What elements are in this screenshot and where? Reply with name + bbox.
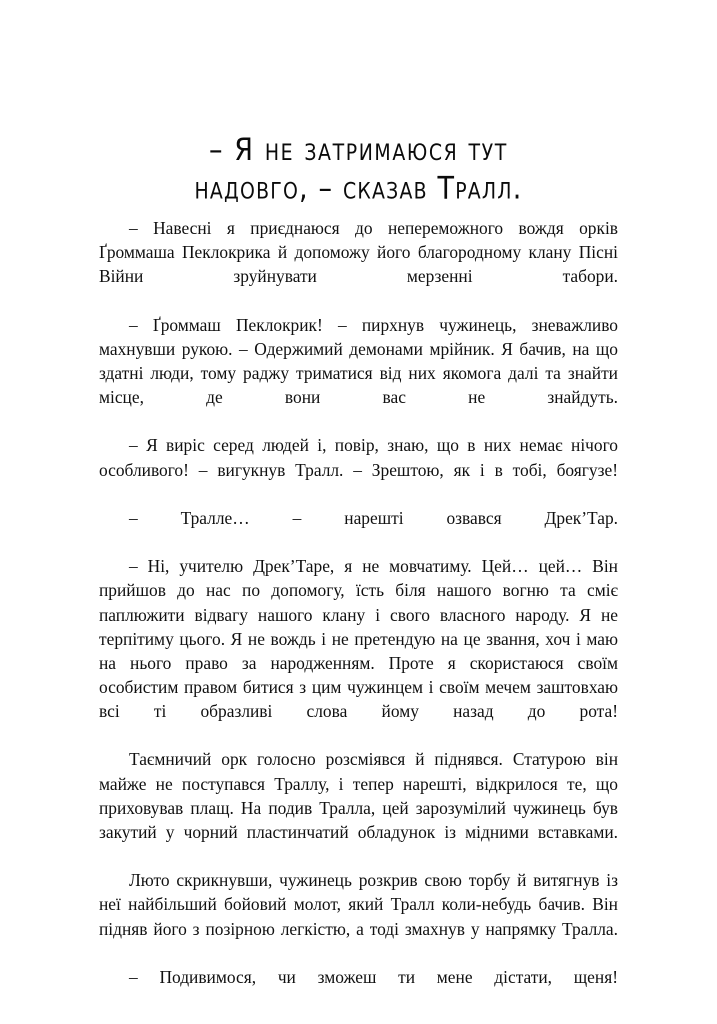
- paragraph: – Ґроммаш Пеклокрик! – пирхнув чужинець, зневажливо махнувши рукою. – Одержимий демонами мрійник. Я бачив, на що здатні люди, тому раджу триматися від них якомога далі та знайти місце, де вони вас не знайдуть.: [99, 314, 618, 408]
- paragraph: – Подивимося, чи зможеш ти мене дістати, щеня!: [129, 966, 618, 987]
- body-text: [99, 216, 618, 1013]
- paragraph: Люто скрикнувши, чужинець розкрив свою торбу й витягнув із неї найбільший бойовий молот, який Тралл коли-небудь бачив. Він підняв його з позірною легкістю, а тоді змахнув у напрямку Тралла.: [99, 870, 618, 939]
- chapter-heading-line-2: надовго, – сказав Тралл.: [194, 170, 523, 207]
- paragraph: – Тралле… – нарешті озвався Дрек’Тар.: [129, 507, 618, 528]
- paragraph: – Навесні я приєднаюся до непереможного вождя орків Ґроммаша Пеклокрика й допоможу його благородному клану Пісні Війни зруйнувати мерзенні табори.: [99, 218, 618, 287]
- paragraph: – Ні, учителю Дрек’Таре, я не мовчатиму. Цей… цей… Він прийшов до нас по допомогу, їсть біля нашого вогню та сміє паплюжити відвагу нашого клану і свого власного народу. Я не терпітиму цього. Я не вождь і не претендую на це звання, хоч і маю на нього право за народженням. Проте я скористаюся своїм особистим правом битися з цим чужинцем і своїм мечем заштовхаю всі ті образливі слова йому назад до рота!: [99, 556, 618, 722]
- chapter-heading-line-1: – Я не затримаюся тут: [209, 132, 508, 169]
- chapter-heading: [99, 131, 618, 208]
- paragraph: Таємничий орк голосно розсміявся й піднявся. Статурою він майже не поступався Траллу, і тепер нарешті, відкрилося те, що приховував плащ. На подив Тралла, цей зарозумілий чужинець був закутий у чорний пластинчатий обладунок із мідними вставками.: [99, 749, 618, 842]
- paragraph: – Я виріс серед людей і, повір, знаю, що в них немає нічого особливого! – вигукнув Тралл. – Зрештою, як і в тобі, боягузе!: [99, 435, 618, 480]
